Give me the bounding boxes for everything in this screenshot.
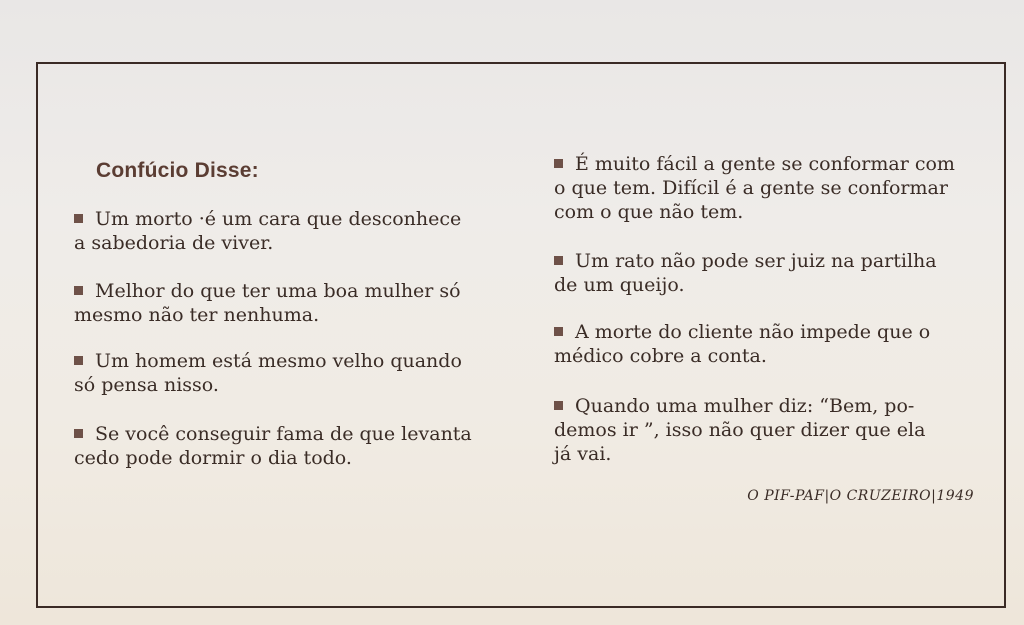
quote-line: Um rato não pode ser juiz na partilha	[575, 250, 937, 272]
quote-line: médico cobre a conta.	[554, 345, 767, 367]
quote-item	[74, 422, 484, 470]
quote-item	[74, 349, 484, 397]
quote-line: com o que não tem.	[554, 201, 744, 223]
bullet-icon	[554, 327, 563, 336]
quote-item	[74, 207, 484, 255]
quote-item	[74, 279, 484, 327]
quote-box	[36, 62, 1006, 608]
quote-line: Um homem está mesmo velho quando	[95, 350, 462, 372]
quote-line: Melhor do que ter uma boa mulher só	[95, 280, 461, 302]
quote-item	[554, 152, 974, 224]
heading: Confúcio Disse:	[96, 159, 259, 182]
quote-line: o que tem. Difícil é a gente se conformar	[554, 177, 948, 199]
quote-item	[554, 394, 974, 466]
quote-line: só pensa nisso.	[74, 374, 219, 396]
quote-line: Um morto ·é um cara que desconhece	[95, 208, 462, 230]
bullet-icon	[74, 214, 83, 223]
source-credit: O PIF-PAF|O CRUZEIRO|1949	[747, 488, 974, 504]
quote-line: Se você conseguir fama de que levanta	[95, 423, 472, 445]
quote-line: É muito fácil a gente se conformar com	[575, 153, 955, 175]
quote-line: cedo pode dormir o dia todo.	[74, 447, 352, 469]
quote-line: Quando uma mulher diz: “Bem, po-	[575, 395, 915, 417]
bullet-icon	[74, 356, 83, 365]
quote-item	[554, 249, 974, 297]
quote-line: A morte do cliente não impede que o	[575, 321, 931, 343]
bullet-icon	[554, 256, 563, 265]
quote-item	[554, 320, 974, 368]
quote-line: mesmo não ter nenhuma.	[74, 304, 320, 326]
bullet-icon	[554, 401, 563, 410]
quote-line: de um queijo.	[554, 274, 685, 296]
quote-line: a sabedoria de viver.	[74, 232, 274, 254]
quote-line: já vai.	[554, 443, 612, 465]
bullet-icon	[74, 286, 83, 295]
bullet-icon	[554, 159, 563, 168]
quote-line: demos ir ”, isso não quer dizer que ela	[554, 419, 926, 441]
bullet-icon	[74, 429, 83, 438]
